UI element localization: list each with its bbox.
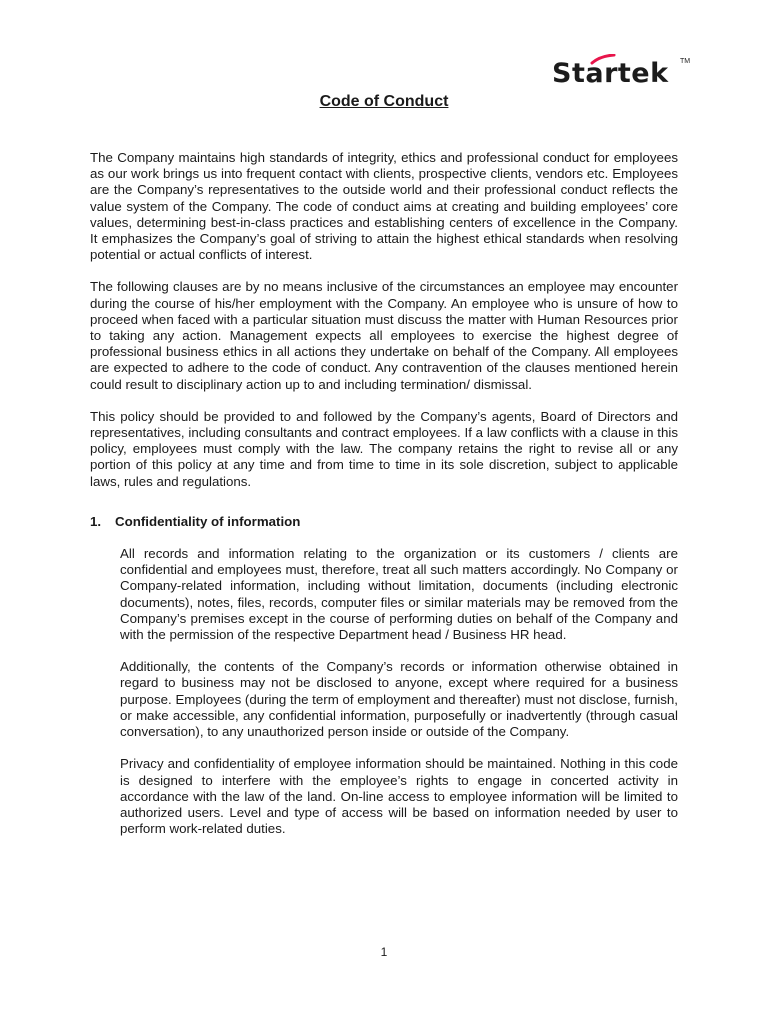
intro-paragraph: This policy should be provided to and followed by the Company’s agents, Board of Directors and representatives, including consultants and contract employees. If a law conflicts with a clause in this policy, employees must comply with the law. The company retains the right to revise all or any portion of this policy at any time and from time to time in its sole discretion, subject to applicable laws, rules and regulations. [90,408,678,489]
section-paragraph: Additionally, the contents of the Company’s records or information otherwise obtained in regard to business may not be disclosed to anyone, except where required for a business purpose. Employees (during the term of employment and thereafter) must not disclose, furnish, or make accessible, any confidential information, purposefully or inadvertently (through casual conversation), to any unauthorized person inside or outside of the Company. [120,659,679,740]
section-paragraph: All records and information relating to the organization or its customers / clients are confidential and employees must, therefore, treat all such matters accordingly. No Company or Company-related information, including without limitation, documents (including electronic documents), notes, files, records, computer files or similar materials may be removed from the Company’s premises except in the course of performing duties on behalf of the Company and with the permission of the respective Department head / Business HR head. [120,546,678,643]
intro-paragraph: The Company maintains high standards of integrity, ethics and professional conduct for employees as our work brings us into frequent contact with clients, prospective clients, vendors etc. Employees are the Company’s representatives to the outside world and their professional conduct reflects the value system of the Company. The code of conduct aims at creating and building employees’ core values, determining best-in-class practices and establishing centers of excellence in the Company. It emphasizes the Company’s goal of striving to attain the highest ethical standards when resolving potential or actual conflicts of interest. [90,150,678,263]
section-body [120,546,678,837]
logo-trademark: TM [680,58,691,65]
document-body [90,150,678,853]
intro-paragraph: The following clauses are by no means inclusive of the circumstances an employee may encounter during the course of his/her employment with the Company. An employee who is unsure of how to proceed when faced with a particular situation must discuss the matter with Human Resources prior to taking any action. Management expects all employees to exercise the highest degree of professional business ethics in all actions they undertake on behalf of the Company. All employees are expected to adhere to the code of conduct. Any contravention of the clauses mentioned herein could result to disciplinary action up to and including termination/ dismissal. [90,279,678,392]
page-number: 1 [380,945,388,959]
document-title: Code of Conduct [319,93,449,110]
section-title: Confidentiality of information [115,513,301,529]
startek-logo [552,54,692,94]
section-paragraph: Privacy and confidentiality of employee information should be maintained. Nothing in this code is designed to interfere with the employee’s rights to engage in concerted activity in accordance with the law of the land. On-line access to employee information will be limited to authorized users. Level and type of access will be based on information needed by user to perform work-related duties. [120,756,678,837]
logo-wordmark: Startek [552,58,669,89]
section-heading-confidentiality [90,514,678,530]
section-number: 1. [90,513,102,529]
logo-swoosh-icon [590,54,616,66]
